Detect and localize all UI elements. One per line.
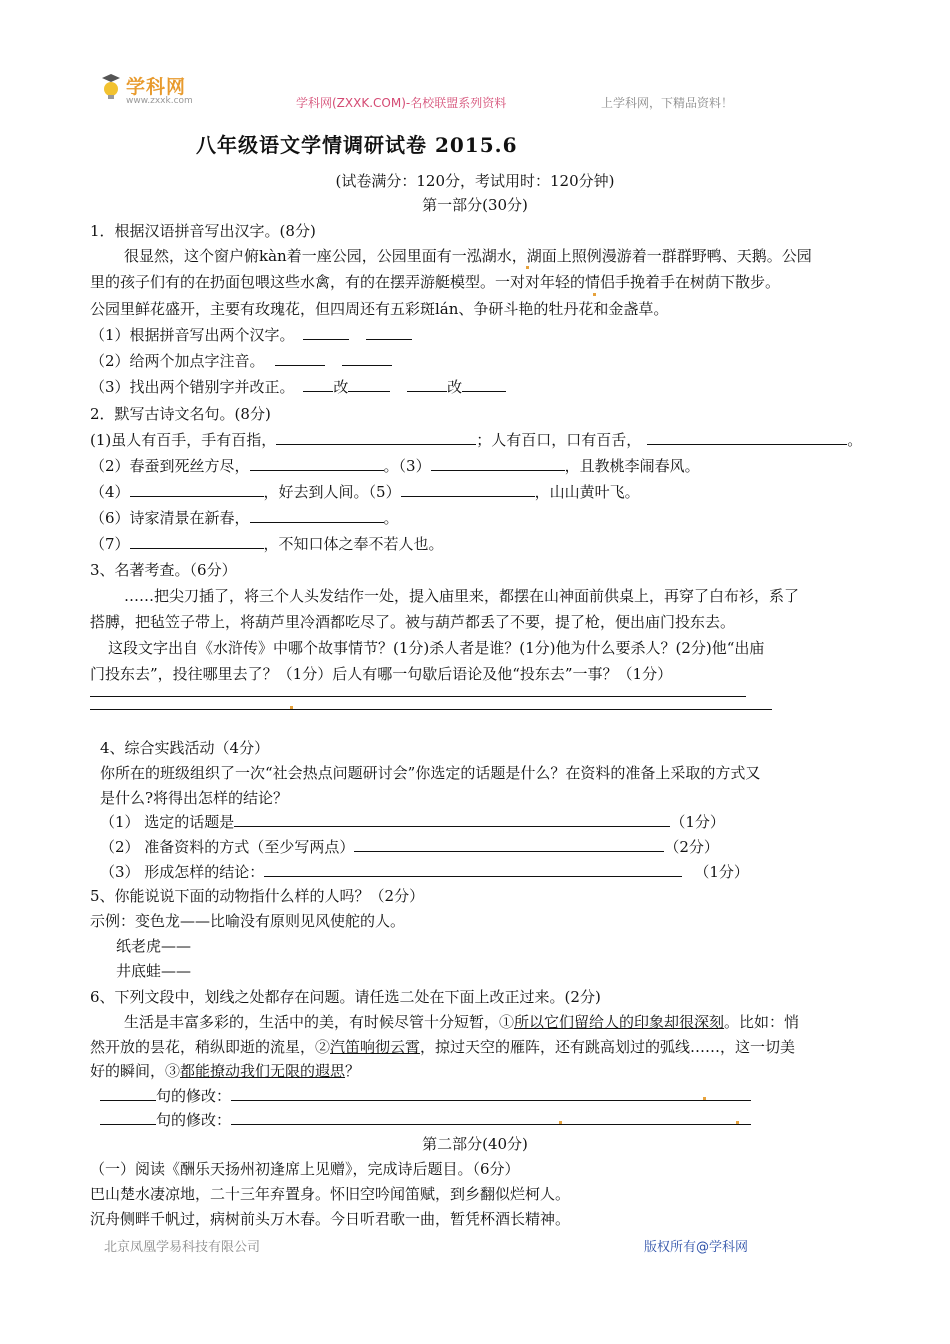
answer-blank[interactable] xyxy=(431,455,565,471)
q1-sub3 xyxy=(90,376,506,397)
answer-blank[interactable] xyxy=(234,811,670,827)
q2-text: ，好去到人间。（5） xyxy=(263,483,401,501)
answer-line[interactable] xyxy=(90,709,772,710)
q6-fix-1 xyxy=(100,1085,751,1106)
answer-blank[interactable] xyxy=(231,1109,751,1125)
answer-blank[interactable] xyxy=(275,350,325,366)
q6-heading: 6、下列文段中，划线之处都存在问题。请任选二处在下面上改正过来。(2分) xyxy=(90,988,601,1006)
answer-blank[interactable] xyxy=(100,1109,156,1125)
q3-excerpt-line: 搭膊，把毡笠子带上，将葫芦里冷酒都吃尽了。被与葫芦都丢了不要，提了枪，便出庙门投东去。 xyxy=(90,613,736,631)
q1-heading: 1．根据汉语拼音写出汉字。(8分) xyxy=(90,222,316,240)
q2-line-3 xyxy=(90,481,640,502)
poem-question-heading: （一）阅读《酬乐天扬州初逢席上见赠》，完成诗后题目。（6分） xyxy=(90,1160,520,1178)
q1-sub1 xyxy=(90,324,412,345)
q2-text: （4） xyxy=(90,483,130,501)
q5-item: 井底蛙—— xyxy=(116,962,192,980)
q5-example: 示例：变色龙——比喻没有原则见风使舵的人。 xyxy=(90,912,406,930)
answer-blank[interactable] xyxy=(354,836,664,852)
q2-text: ，且教桃李闹春风。 xyxy=(564,457,700,475)
emphasis-dot xyxy=(559,1121,562,1124)
logo-text: 学科网 xyxy=(126,76,187,98)
poem-line: 沉舟侧畔千帆过，病树前头万木春。今日听君歌一曲，暂凭杯酒长精神。 xyxy=(90,1210,571,1228)
q3-heading: 3、名著考查。（6分） xyxy=(90,561,237,579)
q2-text: 。（3） xyxy=(383,457,431,475)
answer-blank[interactable] xyxy=(401,481,535,497)
q4-heading: 4、综合实践活动（4分） xyxy=(100,739,270,757)
header-slogan: 学科网(ZXXK.COM)-名校联盟系列资料 xyxy=(296,96,507,110)
answer-blank[interactable] xyxy=(407,376,447,392)
q1-sub3-text: （3）找出两个错别字并改正。 xyxy=(90,378,295,396)
logo-url: www.zxxk.com xyxy=(126,96,193,106)
q6-fix-label: 句的修改： xyxy=(156,1111,232,1129)
q2-text: 。 xyxy=(383,509,399,527)
emphasis-dot xyxy=(290,706,293,709)
q3-question-line: 门投东去”，投往哪里去了？（1分）后人有哪一句歇后语论及他“投东去”一事？（1分） xyxy=(90,665,673,683)
q1-passage-line: 里的孩子们有的在扔面包喂这些水禽，有的在摆弄游艇模型。一对对年轻的情侣手挽着手在树荫下散步。 xyxy=(90,273,781,291)
answer-blank[interactable] xyxy=(264,861,682,877)
q1-sub2 xyxy=(90,350,392,371)
q2-text: ，不知口体之奉不若人也。 xyxy=(263,535,444,553)
q6-passage-line xyxy=(90,1060,360,1081)
q3-question-line: 这段文字出自《水浒传》中哪个故事情节？(1分)杀人者是谁？(1分)他为什么要杀人？(2分)他“出庙 xyxy=(108,639,765,657)
graduation-bulb-icon xyxy=(100,72,122,100)
exam-subtitle: (试卷满分：120分，考试用时：120分钟) xyxy=(335,172,615,190)
q6-text: 好的瞬间，③ xyxy=(90,1062,181,1080)
q6-passage-line xyxy=(124,1011,799,1032)
q5-item: 纸老虎—— xyxy=(116,937,192,955)
answer-blank[interactable] xyxy=(130,533,264,549)
underlined-phrase: 都能撩动我们无限的遐思 xyxy=(180,1062,346,1080)
answer-blank[interactable] xyxy=(250,455,384,471)
footer-copyright[interactable]: 版权所有@学科网 xyxy=(644,1240,749,1255)
q2-text: （7） xyxy=(90,535,130,553)
q2-line-1 xyxy=(90,429,862,450)
q3-excerpt-line: ……把尖刀插了，将三个人头发结作一处，提入庙里来，都摆在山神面前供桌上，再穿了白布衫，系了 xyxy=(124,587,800,605)
underlined-phrase: 汽笛响彻云霄 xyxy=(330,1038,421,1056)
answer-blank[interactable] xyxy=(366,324,412,340)
q6-fix-2 xyxy=(100,1109,751,1130)
q4-points: （1分） xyxy=(694,863,749,881)
underlined-phrase: 所以它们留给人的印象却很深刻 xyxy=(514,1013,725,1031)
answer-blank[interactable] xyxy=(276,429,476,445)
answer-line[interactable] xyxy=(90,696,746,697)
page-header xyxy=(96,66,876,116)
q1-sub1-text: （1）根据拼音写出两个汉字。 xyxy=(90,326,295,344)
part-two-heading: 第二部分(40分) xyxy=(422,1135,528,1153)
q4-points: （1分） xyxy=(670,813,725,831)
part-one-heading: 第一部分(30分) xyxy=(422,196,528,214)
q4-points: （2分） xyxy=(664,838,719,856)
poem-line: 巴山楚水凄凉地，二十三年弃置身。怀旧空吟闻笛赋，到乡翻似烂柯人。 xyxy=(90,1185,571,1203)
answer-blank[interactable] xyxy=(250,507,384,523)
emphasis-dot xyxy=(526,266,529,269)
q6-text: 然开放的昙花，稍纵即逝的流星，② xyxy=(90,1038,331,1056)
q2-line-5 xyxy=(90,533,444,554)
answer-blank[interactable] xyxy=(348,376,390,392)
q2-heading: 2．默写古诗文名句。(8分) xyxy=(90,405,271,423)
q2-text: ；人有百口，口有百舌， xyxy=(476,431,642,449)
q1-sub2-text: （2）给两个加点字注音。 xyxy=(90,352,265,370)
answer-blank[interactable] xyxy=(130,481,264,497)
q4-sub3 xyxy=(100,861,749,882)
q6-text: ，掠过天空的雁阵，还有跳高划过的弧线……，这一切美 xyxy=(420,1038,796,1056)
q4-sub-text: （3） 形成怎样的结论： xyxy=(100,863,265,881)
q1-passage-line: 公园里鲜花盛开，主要有玫瑰花，但四周还有五彩斑lán、争研斗艳的牡丹花和金盏草。 xyxy=(90,300,669,318)
answer-blank[interactable] xyxy=(342,350,392,366)
footer-company: 北京凤凰学易科技有限公司 xyxy=(104,1240,261,1255)
site-logo[interactable] xyxy=(96,66,216,114)
q4-sub1 xyxy=(100,811,725,832)
q2-text: (1)虽人有百手，手有百指， xyxy=(90,431,277,449)
exam-title: 八年级语文学情调研试卷 2015.6 xyxy=(196,133,518,157)
q2-text: ，山山黄叶飞。 xyxy=(534,483,640,501)
answer-blank[interactable] xyxy=(100,1085,156,1101)
q6-text: ？ xyxy=(345,1062,361,1080)
q6-passage-line xyxy=(90,1036,795,1057)
q2-text: 。 xyxy=(847,431,863,449)
q4-sub-text: （1） 选定的话题是 xyxy=(100,813,235,831)
answer-blank[interactable] xyxy=(231,1085,751,1101)
q2-text: （6）诗家清景在新春， xyxy=(90,509,250,527)
q2-line-4 xyxy=(90,507,399,528)
q2-text: （2）春蚕到死丝方尽， xyxy=(90,457,250,475)
q4-sub-text: （2） 准备资料的方式（至少写两点） xyxy=(100,838,355,856)
emphasis-dot xyxy=(593,293,596,296)
emphasis-dot xyxy=(703,1097,706,1100)
q6-text: 。比如：悄 xyxy=(724,1013,800,1031)
q6-text: 生活是丰富多彩的，生活中的美，有时候尽管十分短暂，① xyxy=(124,1013,515,1031)
answer-blank[interactable] xyxy=(303,376,333,392)
q4-prompt-line: 是什么?将得出怎样的结论？ xyxy=(100,789,289,807)
q5-heading: 5、你能说说下面的动物指什么样的人吗？（2分） xyxy=(90,887,425,905)
correction-label: 改 xyxy=(447,378,463,396)
q4-sub2 xyxy=(100,836,719,857)
header-tagline: 上学科网，下精品资料！ xyxy=(601,96,734,110)
answer-blank[interactable] xyxy=(303,324,349,340)
emphasis-dot xyxy=(736,1121,739,1124)
answer-blank[interactable] xyxy=(647,429,847,445)
q1-passage-line: 很显然，这个窗户俯kàn着一座公园，公园里面有一泓湖水，湖面上照例漫游着一群群野鸭、天鹅。公园 xyxy=(124,247,812,265)
q4-prompt-line: 你所在的班级组织了一次“社会热点问题研讨会”你选定的话题是什么？在资料的准备上采取的方式又 xyxy=(100,764,761,782)
q2-line-2 xyxy=(90,455,700,476)
q6-fix-label: 句的修改： xyxy=(156,1087,232,1105)
answer-blank[interactable] xyxy=(462,376,506,392)
correction-label: 改 xyxy=(333,378,349,396)
